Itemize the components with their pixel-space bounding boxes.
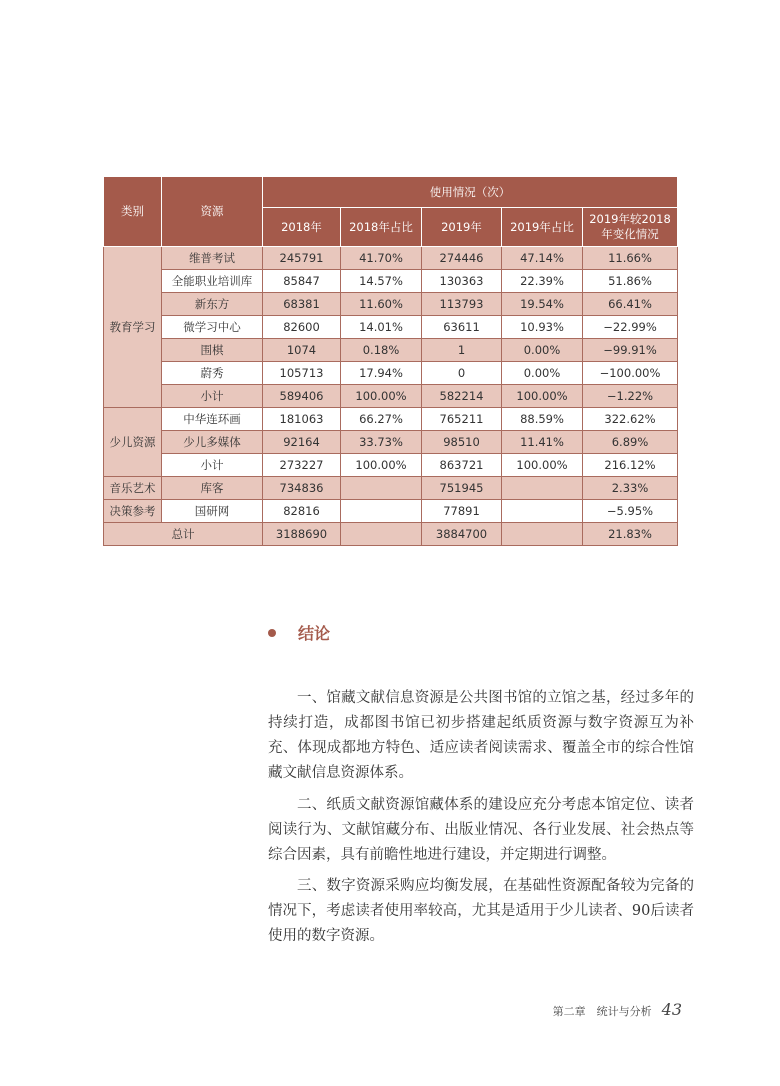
value-cell-v2019: 98510 bbox=[422, 431, 502, 454]
value-cell-change: −99.91% bbox=[583, 339, 678, 362]
usage-table bbox=[103, 176, 678, 546]
page-number: 43 bbox=[661, 1000, 682, 1019]
value-cell-v2019: 582214 bbox=[422, 385, 502, 408]
category-cell: 教育学习 bbox=[104, 247, 162, 408]
chapter-label: 第二章 统计与分析 bbox=[552, 1005, 652, 1018]
header-2019-ratio: 2019年占比 bbox=[502, 208, 583, 247]
value-cell-r2018: 14.57% bbox=[341, 270, 422, 293]
header-category: 类别 bbox=[104, 177, 162, 247]
value-cell-v2019: 113793 bbox=[422, 293, 502, 316]
resource-name-cell: 新东方 bbox=[162, 293, 263, 316]
paragraph-3: 三、数字资源采购应均衡发展，在基础性资源配备较为完备的情况下，考虑读者使用率较高，尤其是适用于少儿读者、90后读者使用的数字资源。 bbox=[268, 878, 694, 944]
value-cell-v2018: 105713 bbox=[263, 362, 341, 385]
header-change: 2019年较2018年变化情况 bbox=[583, 208, 678, 247]
value-cell-change: 11.66% bbox=[583, 247, 678, 270]
value-cell-change: 66.41% bbox=[583, 293, 678, 316]
table-row bbox=[104, 247, 678, 270]
value-cell-v2019: 274446 bbox=[422, 247, 502, 270]
header-2019: 2019年 bbox=[422, 208, 502, 247]
page-footer bbox=[553, 1000, 682, 1019]
value-cell-r2018 bbox=[341, 500, 422, 523]
value-cell-v2018: 589406 bbox=[263, 385, 341, 408]
value-cell-v2018: 273227 bbox=[263, 454, 341, 477]
table-row bbox=[104, 385, 678, 408]
value-cell-v2018: 181063 bbox=[263, 408, 341, 431]
table-row bbox=[104, 293, 678, 316]
paragraph-1: 一、馆藏文献信息资源是公共图书馆的立馆之基，经过多年的持续打造，成都图书馆已初步搭建起纸质资源与数字资源互为补充、体现成都地方特色、适应读者阅读需求、覆盖全市的综合性馆藏文献信息资源体系。 bbox=[268, 690, 694, 781]
value-cell-r2019: 100.00% bbox=[502, 385, 583, 408]
value-cell-r2018 bbox=[341, 477, 422, 500]
paragraph-2: 二、纸质文献资源馆藏体系的建设应充分考虑本馆定位、读者阅读行为、文献馆藏分布、出版业情况、各行业发展、社会热点等综合因素，具有前瞻性地进行建设，并定期进行调整。 bbox=[268, 797, 694, 863]
value-cell-r2018: 33.73% bbox=[341, 431, 422, 454]
value-cell-v2018: 68381 bbox=[263, 293, 341, 316]
value-cell-r2019: 88.59% bbox=[502, 408, 583, 431]
value-cell-v2019: 751945 bbox=[422, 477, 502, 500]
value-cell-change: 322.62% bbox=[583, 408, 678, 431]
value-cell-v2019: 0 bbox=[422, 362, 502, 385]
value-cell-r2019: 100.00% bbox=[502, 454, 583, 477]
value-cell-change: −100.00% bbox=[583, 362, 678, 385]
total-cell-v2019: 3884700 bbox=[422, 523, 502, 546]
value-cell-v2019: 765211 bbox=[422, 408, 502, 431]
table-row bbox=[104, 339, 678, 362]
resource-name-cell: 全能职业培训库 bbox=[162, 270, 263, 293]
total-cell-v2018: 3188690 bbox=[263, 523, 341, 546]
value-cell-change: 216.12% bbox=[583, 454, 678, 477]
value-cell-v2018: 734836 bbox=[263, 477, 341, 500]
bullet-dot-icon bbox=[268, 629, 276, 637]
total-cell-r2018 bbox=[341, 523, 422, 546]
header-resource: 资源 bbox=[162, 177, 263, 247]
resource-name-cell: 蔚秀 bbox=[162, 362, 263, 385]
value-cell-r2018: 14.01% bbox=[341, 316, 422, 339]
value-cell-v2019: 130363 bbox=[422, 270, 502, 293]
value-cell-change: −5.95% bbox=[583, 500, 678, 523]
total-label: 总计 bbox=[104, 523, 263, 546]
value-cell-r2018: 100.00% bbox=[341, 385, 422, 408]
table-row bbox=[104, 316, 678, 339]
value-cell-v2019: 63611 bbox=[422, 316, 502, 339]
resource-name-cell: 小计 bbox=[162, 454, 263, 477]
value-cell-r2018: 17.94% bbox=[341, 362, 422, 385]
usage-table-container bbox=[103, 176, 677, 546]
header-2018: 2018年 bbox=[263, 208, 341, 247]
value-cell-v2019: 1 bbox=[422, 339, 502, 362]
value-cell-r2019: 19.54% bbox=[502, 293, 583, 316]
table-row bbox=[104, 270, 678, 293]
value-cell-r2019: 0.00% bbox=[502, 362, 583, 385]
value-cell-change: 6.89% bbox=[583, 431, 678, 454]
resource-name-cell: 少儿多媒体 bbox=[162, 431, 263, 454]
resource-name-cell: 围棋 bbox=[162, 339, 263, 362]
section-heading-text: 结论 bbox=[298, 624, 331, 643]
value-cell-r2018: 100.00% bbox=[341, 454, 422, 477]
value-cell-change: −1.22% bbox=[583, 385, 678, 408]
value-cell-change: −22.99% bbox=[583, 316, 678, 339]
table-row bbox=[104, 454, 678, 477]
table-row bbox=[104, 408, 678, 431]
value-cell-change: 2.33% bbox=[583, 477, 678, 500]
table-row bbox=[104, 500, 678, 523]
total-row bbox=[104, 523, 678, 546]
table-row bbox=[104, 431, 678, 454]
value-cell-r2019 bbox=[502, 477, 583, 500]
value-cell-r2019: 11.41% bbox=[502, 431, 583, 454]
table-row bbox=[104, 477, 678, 500]
resource-name-cell: 库客 bbox=[162, 477, 263, 500]
resource-name-cell: 微学习中心 bbox=[162, 316, 263, 339]
value-cell-r2018: 11.60% bbox=[341, 293, 422, 316]
section-heading bbox=[268, 621, 330, 644]
value-cell-v2019: 77891 bbox=[422, 500, 502, 523]
resource-name-cell: 中华连环画 bbox=[162, 408, 263, 431]
header-usage-group: 使用情况（次） bbox=[263, 177, 678, 208]
value-cell-r2019: 10.93% bbox=[502, 316, 583, 339]
value-cell-v2018: 85847 bbox=[263, 270, 341, 293]
table-row bbox=[104, 362, 678, 385]
total-cell-r2019 bbox=[502, 523, 583, 546]
resource-name-cell: 小计 bbox=[162, 385, 263, 408]
value-cell-r2018: 66.27% bbox=[341, 408, 422, 431]
value-cell-r2018: 0.18% bbox=[341, 339, 422, 362]
value-cell-r2019: 47.14% bbox=[502, 247, 583, 270]
resource-name-cell: 国研网 bbox=[162, 500, 263, 523]
category-cell: 音乐艺术 bbox=[104, 477, 162, 500]
value-cell-v2018: 92164 bbox=[263, 431, 341, 454]
resource-name-cell: 维普考试 bbox=[162, 247, 263, 270]
value-cell-v2018: 1074 bbox=[263, 339, 341, 362]
total-cell-change: 21.83% bbox=[583, 523, 678, 546]
category-cell: 决策参考 bbox=[104, 500, 162, 523]
category-cell: 少儿资源 bbox=[104, 408, 162, 477]
value-cell-v2018: 82600 bbox=[263, 316, 341, 339]
value-cell-change: 51.86% bbox=[583, 270, 678, 293]
value-cell-v2019: 863721 bbox=[422, 454, 502, 477]
header-2018-ratio: 2018年占比 bbox=[341, 208, 422, 247]
value-cell-r2019: 22.39% bbox=[502, 270, 583, 293]
value-cell-r2019: 0.00% bbox=[502, 339, 583, 362]
value-cell-r2019 bbox=[502, 500, 583, 523]
table-body bbox=[104, 247, 678, 546]
value-cell-v2018: 82816 bbox=[263, 500, 341, 523]
value-cell-r2018: 41.70% bbox=[341, 247, 422, 270]
value-cell-v2018: 245791 bbox=[263, 247, 341, 270]
